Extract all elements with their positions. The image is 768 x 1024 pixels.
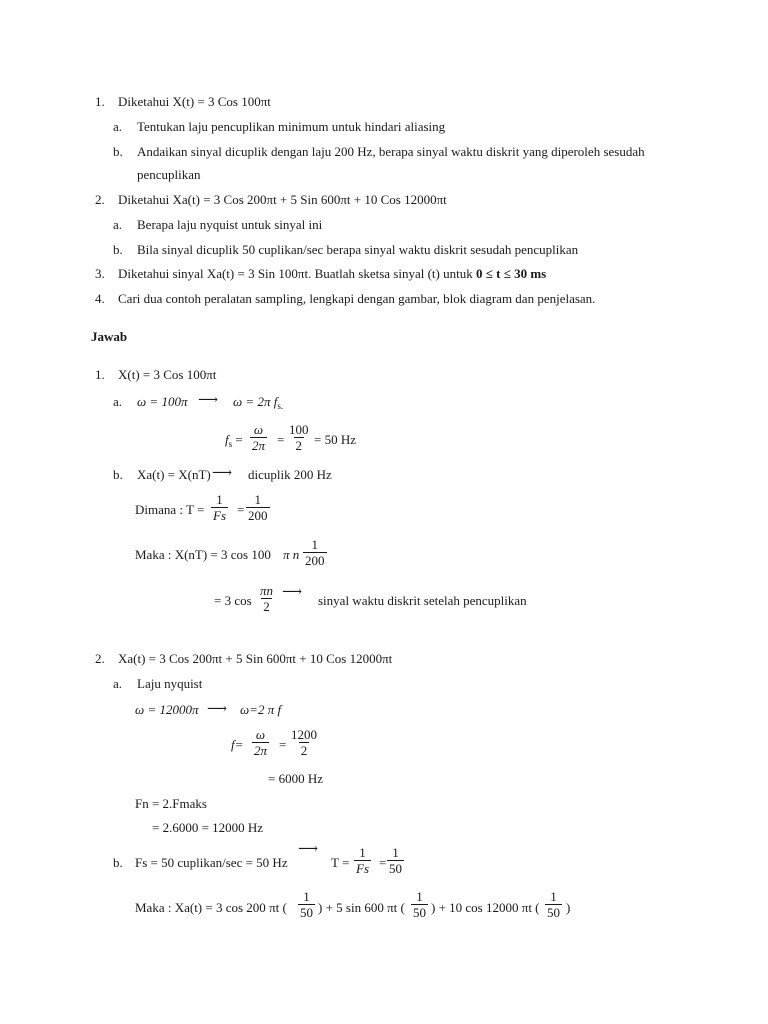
question-2-number: 2. — [95, 192, 105, 207]
question-1-text: Diketahui X(t) = 3 Cos 100πt — [118, 94, 271, 109]
answer-heading: Jawab — [91, 329, 128, 344]
question-4-number: 4. — [95, 291, 105, 306]
fraction-numerator: 1 — [311, 537, 318, 552]
answer-2a-result: = 6000 Hz — [268, 771, 323, 786]
fraction-denominator: 2π — [252, 438, 266, 453]
answer-2a-omega-2pif: ω=2 π f — [240, 702, 282, 717]
fraction-omega-2pi — [250, 422, 267, 453]
fraction-denominator: 50 — [413, 905, 426, 920]
answer-2a-letter: a. — [113, 676, 123, 691]
fraction-denominator: 200 — [305, 553, 325, 568]
arrow-icon: ⟶ — [207, 702, 228, 717]
fraction-denominator: 2 — [263, 599, 270, 614]
fn-formula: Fn = 2.Fmaks — [135, 796, 207, 811]
final-equation — [135, 900, 287, 916]
answer-1b-sampled: dicuplik 200 Hz — [248, 467, 332, 482]
answer-2b-text: Fs = 50 cuplikan/sec = 50 Hz — [135, 855, 288, 870]
final-equation-part-3 — [431, 900, 540, 916]
arrow-icon: ⟶ — [298, 842, 319, 857]
fraction-denominator: 50 — [300, 905, 313, 920]
pi-t-3: πt ( — [518, 900, 540, 915]
answer-1-text: X(t) = 3 Cos 100πt — [118, 367, 217, 382]
fraction-numerator: 1 — [216, 492, 223, 507]
fs-subscript: s — [228, 439, 233, 449]
fraction-denominator: 50 — [547, 905, 560, 920]
answer-1a-letter: a. — [113, 394, 123, 409]
question-1b-line2: pencuplikan — [137, 167, 201, 182]
T-equals: T = — [331, 855, 350, 870]
fraction-1-50-a — [298, 889, 315, 920]
fraction-numerator: 1 — [254, 492, 261, 507]
pi-t-1: πt ( — [265, 900, 287, 915]
answer-2a-omega: ω = 12000π — [135, 702, 199, 717]
question-3-body: Diketahui sinyal Xa(t) = 3 Sin 100πt. Buatlah sketsa sinyal (t) untuk — [118, 266, 476, 281]
question-1b-line1: Andaikan sinyal dicuplik dengan laju 200 Hz, berapa sinyal waktu diskrit yang diperoleh sesudah — [137, 144, 645, 159]
fraction-numerator: 1 — [392, 845, 399, 860]
answer-1a-result: = 50 Hz — [314, 432, 356, 447]
fraction-1-50-c — [545, 889, 562, 920]
fraction-denominator: Fs — [213, 508, 226, 523]
question-1b-letter: b. — [113, 144, 123, 159]
answer-2a-title: Laju nyquist — [137, 676, 203, 691]
equals-4: = — [279, 737, 287, 752]
fraction-pin-2 — [258, 583, 275, 614]
pi-t-2: πt ( — [383, 900, 405, 915]
result-prefix: = 3 cos — [214, 593, 252, 608]
maka-part-1: Maka : Xa(t) = 3 cos 200 — [135, 900, 266, 915]
fraction-omega-2pi-b — [252, 727, 269, 758]
fraction-1-fs — [211, 492, 228, 523]
question-1-number: 1. — [95, 94, 105, 109]
answer-1b-text: Xa(t) = X(nT) — [137, 467, 211, 482]
question-4-text: Cari dua contoh peralatan sampling, lengkapi dengan gambar, blok diagram dan penjelasan. — [118, 291, 596, 306]
arrow-icon: ⟶ — [198, 393, 219, 408]
fs-formula — [225, 432, 243, 452]
fraction-numerator: πn — [260, 583, 274, 598]
answer-1a-omega: ω = 100π — [137, 394, 188, 409]
answer-1b-result: sinyal waktu diskrit setelah pencuplikan — [318, 593, 527, 608]
answer-1a-omega-2pif — [233, 394, 283, 414]
fraction-1-50-b — [411, 889, 428, 920]
answer-1b-letter: b. — [113, 467, 123, 482]
question-2a-letter: a. — [113, 217, 123, 232]
fraction-numerator: 1200 — [291, 727, 317, 742]
fraction-1-200-b — [303, 537, 327, 568]
fraction-1-fs-b — [354, 845, 371, 876]
fs-symbol: f — [225, 432, 229, 447]
close-part-2: ) + 10 cos 12000 — [431, 900, 519, 915]
question-2b-letter: b. — [113, 242, 123, 257]
fraction-1-50 — [387, 845, 404, 876]
fn-result: = 2.6000 = 12000 Hz — [152, 820, 264, 835]
fraction-numerator: ω — [253, 422, 264, 437]
equals-5: = — [379, 855, 387, 870]
question-3-range: 0 ≤ t ≤ 30 ms — [475, 266, 547, 281]
answer-2-text: Xa(t) = 3 Cos 200πt + 5 Sin 600πt + 10 Cos 12000πt — [118, 651, 393, 666]
fraction-1-200 — [246, 492, 270, 523]
fraction-denominator: 2 — [300, 743, 308, 758]
equals-2: = — [277, 432, 285, 447]
omega-2pif-text: ω = 2π f — [233, 394, 278, 409]
omega-2pif-sub: s. — [277, 401, 284, 411]
answer-1-number: 1. — [95, 367, 105, 382]
close-part-1: ) + 5 sin 600 — [318, 900, 384, 915]
fraction-1200-2 — [289, 727, 319, 758]
question-2-text: Diketahui Xa(t) = 3 Cos 200πt + 5 Sin 600πt + 10 Cos 12000πt — [118, 192, 447, 207]
question-1a-text: Tentukan laju pencuplikan minimum untuk hindari aliasing — [137, 119, 446, 134]
final-equation-part-2 — [318, 900, 405, 916]
answer-2b-letter: b. — [113, 855, 123, 870]
f-equals: f= — [231, 737, 244, 752]
fraction-numerator: 1 — [550, 889, 557, 904]
question-2a-text: Berapa laju nyquist untuk sinyal ini — [137, 217, 323, 232]
question-3-text — [118, 266, 546, 282]
question-3-number: 3. — [95, 266, 105, 281]
fraction-denominator: 50 — [389, 861, 402, 876]
fraction-numerator: 1 — [359, 845, 366, 860]
arrow-icon: ⟶ — [212, 466, 233, 481]
fraction-denominator: 2π — [254, 743, 268, 758]
fraction-denominator: 2 — [295, 438, 302, 453]
fraction-numerator: 1 — [303, 889, 310, 904]
fraction-denominator: 200 — [248, 508, 268, 523]
maka-text: Maka : X(nT) = 3 cos 100 — [135, 547, 271, 562]
fraction-numerator: ω — [255, 727, 266, 742]
equals-3: = — [237, 502, 245, 517]
fraction-denominator: Fs — [356, 861, 369, 876]
question-2b-text: Bila sinyal dicuplik 50 cuplikan/sec berapa sinyal waktu diskrit sesudah pencuplikan — [137, 242, 579, 257]
fraction-100-2 — [287, 422, 311, 453]
close-part-3: ) — [566, 900, 571, 915]
dimana-text: Dimana : T = — [135, 502, 205, 517]
arrow-icon: ⟶ — [282, 585, 303, 600]
fraction-numerator: 100 — [289, 422, 309, 437]
equals-1: = — [235, 432, 243, 447]
pi-n-symbol: π n — [283, 547, 300, 562]
answer-2-number: 2. — [95, 651, 105, 666]
question-1a-letter: a. — [113, 119, 123, 134]
fraction-numerator: 1 — [416, 889, 423, 904]
